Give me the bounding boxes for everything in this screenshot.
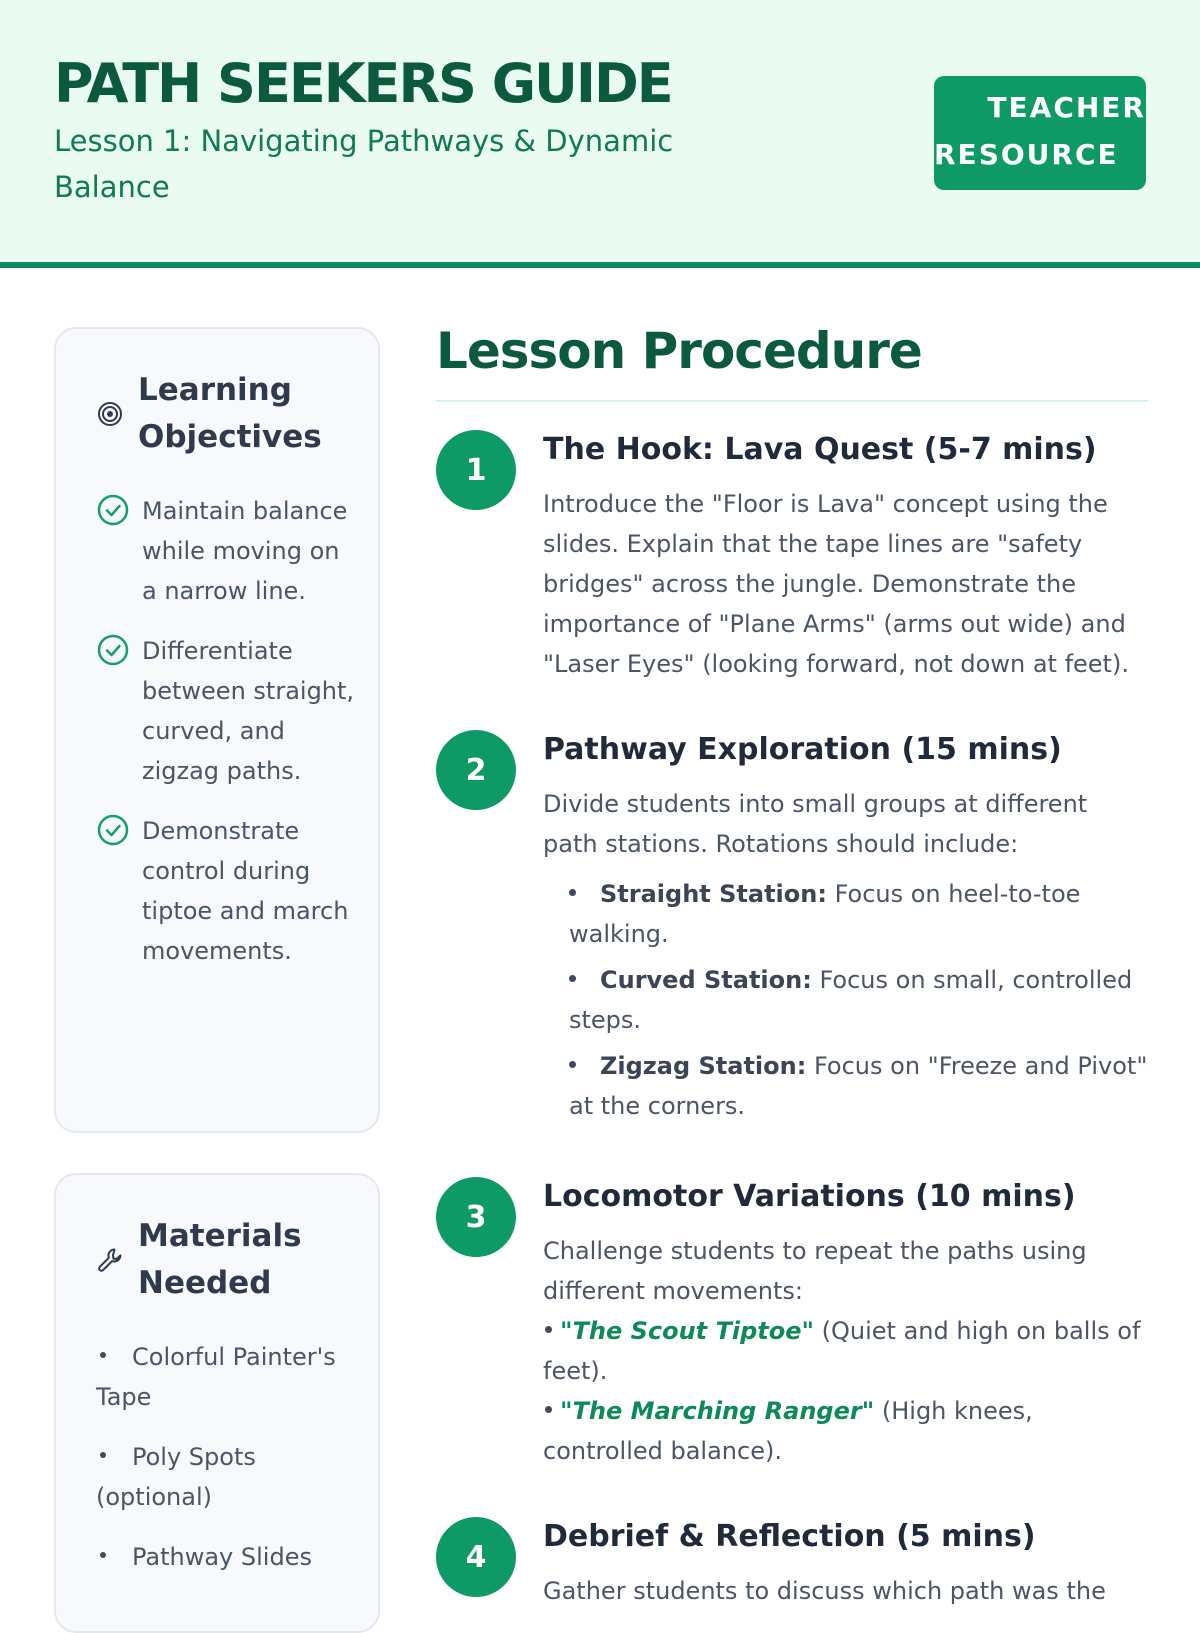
- list-item: [543, 874, 1148, 954]
- materials-header: [96, 1213, 356, 1307]
- step-text: Introduce the "Floor is Lava" concept using the slides. Explain that the tape lines are "safety bridges" across the jungle. Demonstrate the importance of "Plane Arms" (arms out wide) and "Laser Eyes" (looking forward, not down at feet).: [543, 490, 1129, 678]
- step-number-badge: 3: [436, 1177, 516, 1257]
- materials-list: [96, 1337, 356, 1597]
- page-title: PATH SEEKERS GUIDE: [54, 52, 672, 115]
- material-text: Pathway Slides: [132, 1543, 312, 1571]
- station-list: [543, 874, 1148, 1126]
- objective-text: Demonstrate control during tiptoe and march movements.: [142, 817, 349, 965]
- station-text: Focus on small, controlled steps.: [569, 966, 1133, 1034]
- step-title: The Hook: Lava Quest (5-7 mins): [543, 432, 1097, 467]
- objectives-card: [54, 327, 380, 1133]
- objective-text: Maintain balance while moving on a narrow line.: [142, 497, 348, 605]
- lesson-subtitle: Lesson 1: Navigating Pathways & Dynamic Balance: [54, 124, 674, 204]
- bullet: [100, 1552, 106, 1558]
- bullet: [569, 1061, 576, 1068]
- procedure-title: Lesson Procedure: [436, 322, 922, 380]
- wrench-icon: [96, 1246, 124, 1274]
- list-item: [96, 1337, 356, 1417]
- variation-name: "The Scout Tiptoe": [560, 1317, 815, 1345]
- divider: [436, 400, 1148, 402]
- list-item: [96, 491, 356, 611]
- list-item: [96, 1537, 356, 1577]
- step-title: Pathway Exploration (15 mins): [543, 732, 1062, 767]
- bullet: [569, 889, 576, 896]
- step-body: [543, 730, 1148, 1132]
- bullet: [545, 1326, 552, 1333]
- objectives-header: [96, 367, 356, 461]
- bullet: [569, 975, 576, 982]
- variation-item: [543, 1311, 1148, 1391]
- step-body: [543, 430, 1148, 684]
- step-number-badge: 1: [436, 430, 516, 510]
- check-circle-icon: [96, 633, 130, 667]
- check-circle-icon: [96, 813, 130, 847]
- list-item: [543, 960, 1148, 1040]
- step-text: Gather students to discuss which path was the: [543, 1577, 1106, 1605]
- list-item: [96, 631, 356, 791]
- material-text: Colorful Painter's Tape: [96, 1343, 336, 1411]
- step-text: Divide students into small groups at different path stations. Rotations should include:: [543, 790, 1088, 858]
- step-number-badge: 2: [436, 730, 516, 810]
- check-circle-icon: [96, 493, 130, 527]
- target-icon: [96, 400, 124, 428]
- step-title: Debrief & Reflection (5 mins): [543, 1519, 1036, 1554]
- step-title: Locomotor Variations (10 mins): [543, 1179, 1076, 1214]
- bullet: [100, 1352, 106, 1358]
- station-text: Focus on "Freeze and Pivot" at the corners.: [569, 1052, 1148, 1120]
- list-item: [96, 1437, 356, 1517]
- materials-title: Materials Needed: [138, 1218, 302, 1301]
- list-item: [96, 811, 356, 971]
- variation-text: (High knees, controlled balance).: [543, 1397, 1033, 1465]
- station-label: Zigzag Station:: [600, 1052, 807, 1080]
- step-body: [543, 1517, 1148, 1611]
- badge-line-1: TEACHER: [987, 91, 1146, 124]
- variation-text: (Quiet and high on balls of feet).: [543, 1317, 1141, 1385]
- teacher-resource-badge: [934, 76, 1146, 190]
- bullet: [545, 1406, 552, 1413]
- materials-card: [54, 1173, 380, 1633]
- variation-item: [543, 1391, 1148, 1471]
- step-body: [543, 1177, 1148, 1471]
- list-item: [543, 1046, 1148, 1126]
- variation-name: "The Marching Ranger": [560, 1397, 875, 1425]
- station-label: Curved Station:: [600, 966, 812, 994]
- objectives-title: Learning Objectives: [138, 372, 322, 455]
- bullet: [100, 1452, 106, 1458]
- station-text: Focus on heel-to-toe walking.: [569, 880, 1081, 948]
- station-label: Straight Station:: [600, 880, 827, 908]
- material-text: Poly Spots (optional): [96, 1443, 256, 1511]
- step-text: Challenge students to repeat the paths using different movements:: [543, 1237, 1087, 1305]
- page-header: [0, 0, 1200, 268]
- objectives-list: [96, 491, 356, 991]
- step-number-badge: 4: [436, 1517, 516, 1597]
- objective-text: Differentiate between straight, curved, and zigzag paths.: [142, 637, 355, 785]
- badge-line-2: RESOURCE: [934, 138, 1119, 171]
